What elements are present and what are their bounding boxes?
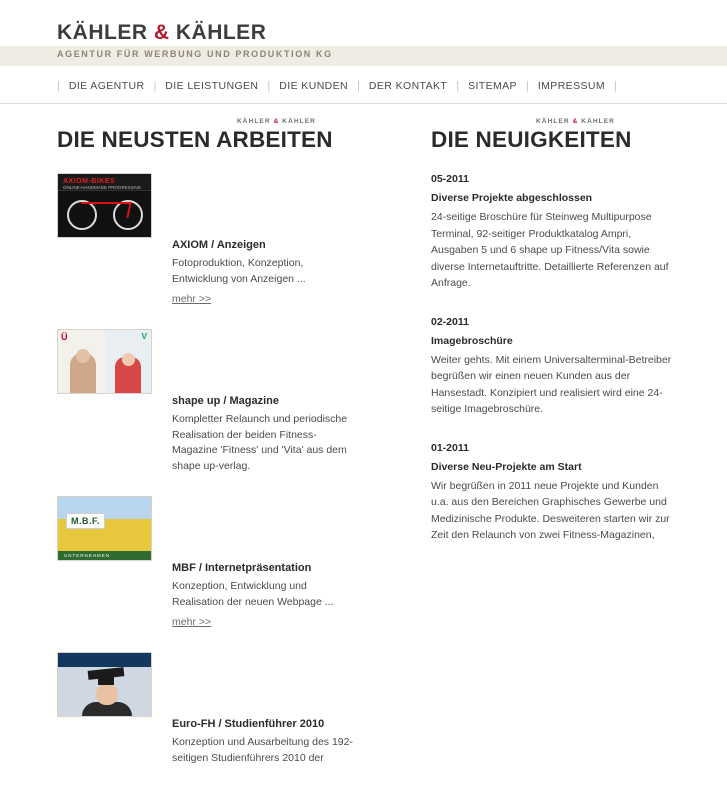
axiom-bikes-thumbnail[interactable] — [57, 173, 152, 238]
person-head — [122, 353, 135, 366]
news-kicker-left: KÄHLER — [536, 118, 570, 125]
shape-up-magazine-thumbnail[interactable] — [57, 329, 152, 394]
site-tagline: AGENTUR FÜR WERBUNG UND PRODUKTION KG — [57, 49, 333, 59]
news-kicker-right: KÄHLER — [581, 118, 615, 125]
news-kicker — [536, 118, 676, 125]
work-description: Fotoproduktion, Konzeption, Entwicklung von Anzeigen ... — [172, 257, 306, 285]
work-description: Kompletter Relaunch und periodische Realisation der beiden Fitness-Magazine 'Fitness' und 'Vita' aus dem shape up-verlag. — [172, 413, 348, 472]
nav-separator: | — [267, 80, 271, 92]
news-date: 02-2011 — [431, 315, 469, 328]
bicycle-illustration — [64, 194, 146, 232]
works-kicker — [237, 118, 357, 125]
nav-separator: | — [525, 80, 529, 92]
works-column — [57, 118, 357, 788]
cover-header-bar — [58, 653, 151, 667]
nav-item-impressum[interactable]: IMPRESSUM — [537, 80, 606, 92]
work-title: Euro-FH / Studienführer 2010 — [172, 718, 325, 730]
news-section-header — [431, 118, 676, 153]
work-item[interactable] — [57, 652, 357, 766]
nav-separator: | — [57, 80, 60, 92]
work-item[interactable] — [57, 329, 357, 474]
work-more-link[interactable]: mehr >> — [172, 616, 212, 628]
news-body: 24-seitige Broschüre für Steinweg Multipurpose Terminal, 92-seitiger Produktkatalog Ampri, Ausgaben 5 und 6 shape up Fitness/Vita sowie diverse Internetauftritte. Detaillierte Referenzen auf Anfrage. — [431, 211, 669, 289]
work-body — [172, 561, 357, 630]
magazine-title-right: V — [141, 332, 147, 341]
site-logo[interactable] — [57, 21, 266, 45]
graduate-face-shape — [96, 683, 118, 705]
work-body — [172, 394, 357, 474]
works-title: DIE NEUSTEN ARBEITEN — [57, 127, 333, 152]
thumb-footer-label: UNTERNEHMEN — [64, 553, 111, 558]
news-item — [431, 316, 676, 418]
work-item[interactable] — [57, 173, 357, 307]
work-body — [172, 717, 357, 766]
work-title: AXIOM / Anzeigen — [172, 239, 266, 251]
mbf-logo: M.B.F. — [66, 513, 105, 529]
nav-item-die-agentur[interactable]: DIE AGENTUR — [68, 80, 145, 92]
work-description: Konzeption und Ausarbeitung des 192-seitigen Studienführers 2010 der — [172, 736, 353, 764]
news-headline: Diverse Neu-Projekte am Start — [431, 460, 582, 473]
work-item[interactable] — [57, 496, 357, 630]
euro-fh-studienfuehrer-thumbnail[interactable] — [57, 652, 152, 717]
mbf-website-thumbnail[interactable] — [57, 496, 152, 561]
news-date: 05-2011 — [431, 173, 469, 185]
thumb-banner-sub: ONLINE-HANDMADE PROGRESSIVE — [63, 185, 142, 190]
nav-item-sitemap[interactable]: SITEMAP — [468, 80, 517, 92]
nav-item-die-kunden[interactable]: DIE KUNDEN — [279, 80, 349, 92]
main-navigation[interactable] — [0, 74, 727, 98]
thumb-banner — [58, 174, 151, 191]
nav-item-der-kontakt[interactable]: DER KONTAKT — [368, 80, 448, 92]
news-body: Wir begrüßen in 2011 neue Projekte und Kunden u.a. aus den Bereichen Graphisches Gewerbe und Medizinische Produkte. Desweiteren starten wir zur Zeit den Relaunch von zwei Fitness-Magazinen, — [431, 479, 670, 541]
bike-frame-shape — [78, 202, 131, 218]
logo-ampersand: & — [153, 21, 170, 44]
nav-separator: | — [357, 80, 360, 92]
thumb-footer-bar — [58, 551, 151, 560]
news-item — [431, 442, 676, 544]
nav-item-die-leistungen[interactable]: DIE LEISTUNGEN — [165, 80, 259, 92]
news-item — [431, 173, 676, 292]
work-body — [172, 238, 357, 307]
site-header — [0, 0, 727, 66]
thumb-banner-title: AXIOM-BIKES — [63, 178, 116, 185]
works-kicker-left: KÄHLER — [237, 118, 271, 125]
news-date: 01-2011 — [431, 441, 469, 454]
news-body: Weiter gehts. Mit einem Universalterminal-Betreiber begrüßen wir einen neuen Kunden aus der Hansestadt. Konzipiert und realisiert wird eine 24-seitige Imagebroschüre. — [431, 353, 672, 415]
news-column — [431, 118, 676, 568]
news-title: DIE NEUIGKEITEN — [431, 127, 632, 152]
logo-text-left: KÄHLER — [57, 21, 148, 44]
nav-separator: | — [153, 80, 157, 92]
work-description: Konzeption, Entwicklung und Realisation der neuen Webpage ... — [172, 580, 334, 608]
nav-divider — [0, 103, 727, 104]
nav-separator: | — [614, 80, 617, 92]
work-title: MBF / Internetpräsentation — [172, 562, 312, 574]
work-more-link[interactable]: mehr >> — [172, 293, 212, 305]
news-headline: Imagebroschüre — [431, 334, 513, 347]
nav-separator: | — [456, 80, 460, 92]
graduate-cap-icon — [88, 667, 125, 680]
news-headline: Diverse Projekte abgeschlossen — [431, 192, 593, 204]
works-kicker-amp: & — [273, 118, 280, 125]
news-kicker-amp: & — [572, 118, 579, 125]
logo-text-right: KÄHLER — [175, 21, 267, 44]
magazine-title-left: Ü — [61, 332, 68, 342]
person-head — [76, 349, 90, 363]
works-section-header — [57, 118, 357, 153]
work-title: shape up / Magazine — [172, 395, 279, 407]
works-kicker-right: KÄHLER — [282, 118, 316, 125]
